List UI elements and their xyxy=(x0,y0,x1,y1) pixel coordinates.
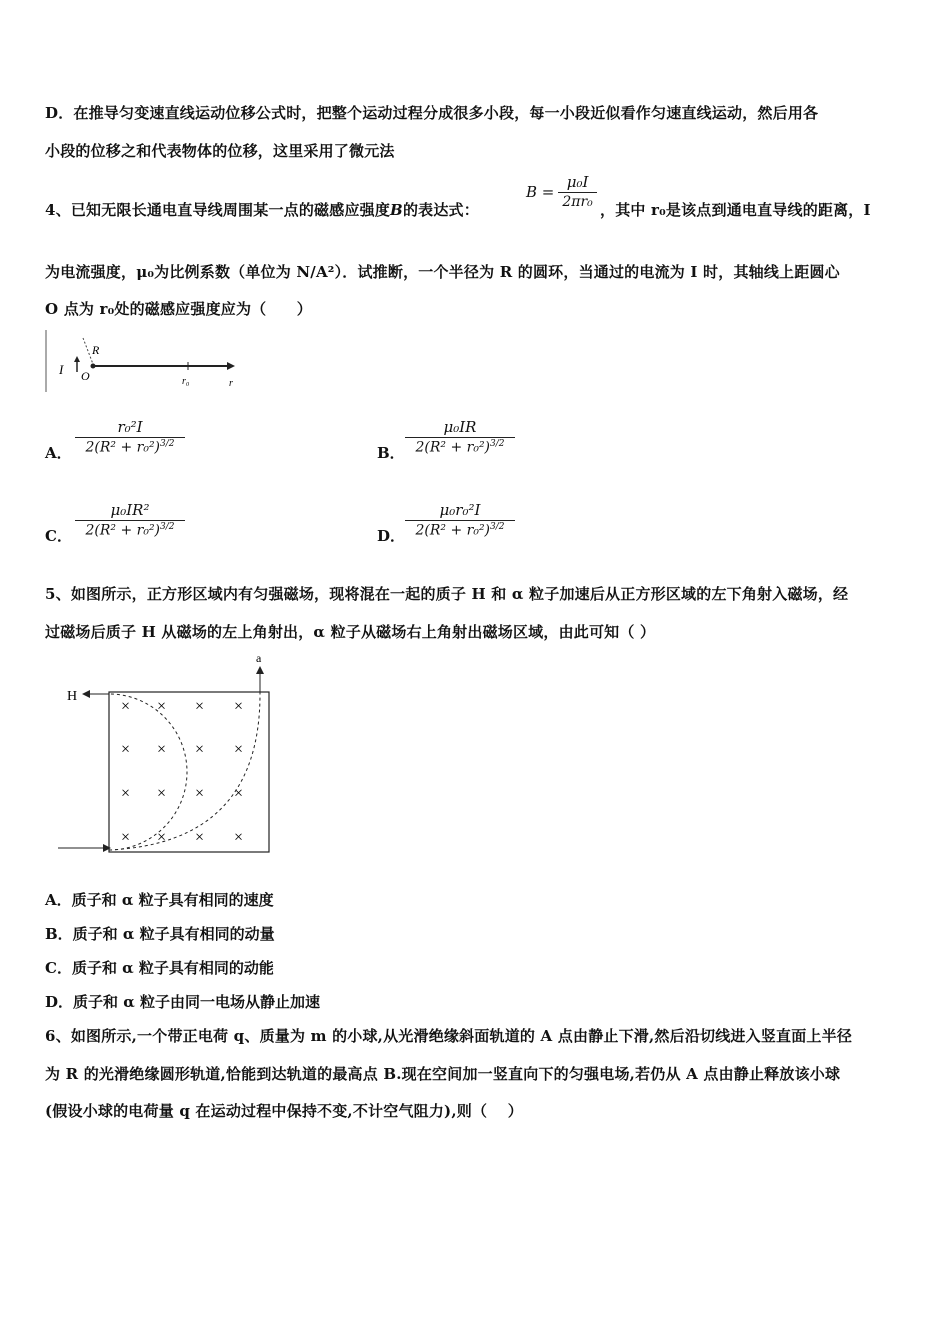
q6-stem-line2: 为 R 的光滑绝缘圆形轨道,恰能到达轨道的最高点 B.现在空间加一竖直向下的匀强电场,若仍从 A 点由静止释放该小球 xyxy=(45,1065,841,1083)
q4-option-a-den-text: 2(R² + r₀²) xyxy=(85,439,161,456)
q4-option-c-exp: 3/2 xyxy=(160,522,175,532)
q5-option-b: B．质子和 α 粒子具有相同的动量 xyxy=(45,925,275,943)
field-cross-2-1: × xyxy=(157,785,167,802)
field-cross-0-3: × xyxy=(234,698,244,715)
q5-label-h: H xyxy=(67,689,78,704)
q5-label-a: a xyxy=(256,651,262,665)
q4-option-c-den xyxy=(75,522,185,539)
q4-option-a-fraction xyxy=(75,418,185,456)
q4-formula-num: μ₀I xyxy=(566,173,589,191)
field-cross-1-3: × xyxy=(234,741,244,758)
q4-option-c-num: μ₀IR² xyxy=(110,501,150,519)
q4-option-b-num: μ₀IR xyxy=(443,418,477,436)
q4-figure xyxy=(45,328,245,394)
field-cross-2-3: × xyxy=(234,785,244,802)
q4-option-d-exp: 3/2 xyxy=(490,522,505,532)
field-cross-0-0: × xyxy=(121,698,131,715)
q4-figure-center-dot xyxy=(91,364,96,369)
q4-option-a-bar xyxy=(75,437,185,438)
q4-option-c-label: C． xyxy=(45,527,72,545)
q4-option-d-bar xyxy=(405,520,515,521)
q4-figure-label-r0: r₀ xyxy=(182,376,190,387)
q5-proton-path xyxy=(109,694,187,850)
q3-option-d-line1: D．在推导匀变速直线运动位移公式时，把整个运动过程分成很多小段，每一小段近似看作匀速直线运动，然后用各 xyxy=(45,104,819,122)
q4-option-c-fraction xyxy=(75,501,185,539)
q4-option-d-den-text: 2(R² + r₀²) xyxy=(415,522,491,539)
q4-stem-post: ，其中 r₀是该点到通电直导线的距离，I xyxy=(600,201,871,219)
q4-stem-line2: 为电流强度，μ₀为比例系数（单位为 N/A²）．试推断，一个半径为 R 的圆环，当通过的电流为 I 时，其轴线上距圆心 xyxy=(45,263,840,281)
q4-stem-b: B xyxy=(390,201,403,219)
q4-option-a-num: r₀²I xyxy=(117,418,143,436)
q4-option-b-exp: 3/2 xyxy=(490,439,505,449)
q4-figure-axis-arrow xyxy=(227,362,235,370)
q4-formula-den: 2πr₀ xyxy=(562,194,593,210)
q5-incoming-arrow xyxy=(103,844,111,852)
q4-option-d-den xyxy=(405,522,515,539)
q4-formula-lhs: B = xyxy=(526,182,555,201)
q4-stem-line1 xyxy=(45,199,479,220)
q5-stem-line1: 5、如图所示，正方形区域内有匀强磁场，现将混在一起的质子 H 和 α 粒子加速后从正方形区域的左下角射入磁场，经 xyxy=(45,585,849,603)
q5-alpha-exit-arrow xyxy=(256,666,264,674)
q4-option-b-den-text: 2(R² + r₀²) xyxy=(415,439,491,456)
q6-stem-line1: 6、如图所示,一个带正电荷 q、质量为 m 的小球,从光滑绝缘斜面轨道的 A 点由静止下滑,然后沿切线进入竖直面上半径 xyxy=(45,1027,853,1045)
q3-option-d-line2: 小段的位移之和代表物体的位移，这里采用了微元法 xyxy=(45,142,395,160)
q4-option-d-num: μ₀r₀²I xyxy=(439,501,481,519)
q4-stem-mid: 的表达式： xyxy=(402,201,479,219)
q5-stem-line2: 过磁场后质子 H 从磁场的左上角射出，α 粒子从磁场右上角射出磁场区域，由此可知（ ） xyxy=(45,623,656,641)
q6-stem-line3: (假设小球的电荷量 q 在运动过程中保持不变,不计空气阻力),则（ ） xyxy=(45,1102,523,1120)
q4-option-d-fraction xyxy=(405,501,515,539)
q4-option-c-den-text: 2(R² + r₀²) xyxy=(85,522,161,539)
field-cross-0-1: × xyxy=(157,698,167,715)
field-cross-2-0: × xyxy=(121,785,131,802)
q4-figure-label-r: r xyxy=(229,378,233,389)
q4-formula-bar xyxy=(558,192,596,193)
q4-option-b-label: B． xyxy=(377,444,405,462)
q5-alpha-path xyxy=(109,694,260,850)
field-cross-3-0: × xyxy=(121,829,131,846)
q5-field-crosses xyxy=(121,698,243,846)
field-cross-0-2: × xyxy=(195,698,205,715)
field-cross-1-1: × xyxy=(157,741,167,758)
field-cross-3-3: × xyxy=(234,829,244,846)
q4-option-b-bar xyxy=(405,437,515,438)
field-cross-3-2: × xyxy=(195,829,205,846)
q5-proton-exit-arrow xyxy=(82,690,90,698)
q5-figure xyxy=(55,648,280,858)
q5-option-a: A．质子和 α 粒子具有相同的速度 xyxy=(45,891,274,909)
q4-option-d-label: D． xyxy=(377,527,406,545)
q4-option-a-exp: 3/2 xyxy=(160,439,175,449)
q4-stem-pre: 4、已知无限长通电直导线周围某一点的磁感应强度 xyxy=(45,201,391,219)
field-cross-2-2: × xyxy=(195,785,205,802)
q5-field-square xyxy=(109,692,269,852)
q4-figure-label-i: I xyxy=(59,362,64,377)
q4-stem-line3: O 点为 r₀处的磁感应强度应为（ ） xyxy=(45,300,312,318)
q4-option-b-den xyxy=(405,439,515,456)
field-cross-1-2: × xyxy=(195,741,205,758)
field-cross-1-0: × xyxy=(121,741,131,758)
field-cross-3-1: × xyxy=(157,829,167,846)
q5-option-c: C．质子和 α 粒子具有相同的动能 xyxy=(45,959,274,977)
q4-figure-label-o: O xyxy=(81,369,90,383)
q5-option-d: D．质子和 α 粒子由同一电场从静止加速 xyxy=(45,993,320,1011)
q4-option-a-label: A． xyxy=(45,444,72,462)
q4-figure-current-arrowhead xyxy=(74,356,80,362)
q4-option-c-bar xyxy=(75,520,185,521)
q4-option-b-fraction xyxy=(405,418,515,456)
q4-option-a-den xyxy=(75,439,185,456)
q4-figure-label-r-radius: R xyxy=(92,343,100,357)
